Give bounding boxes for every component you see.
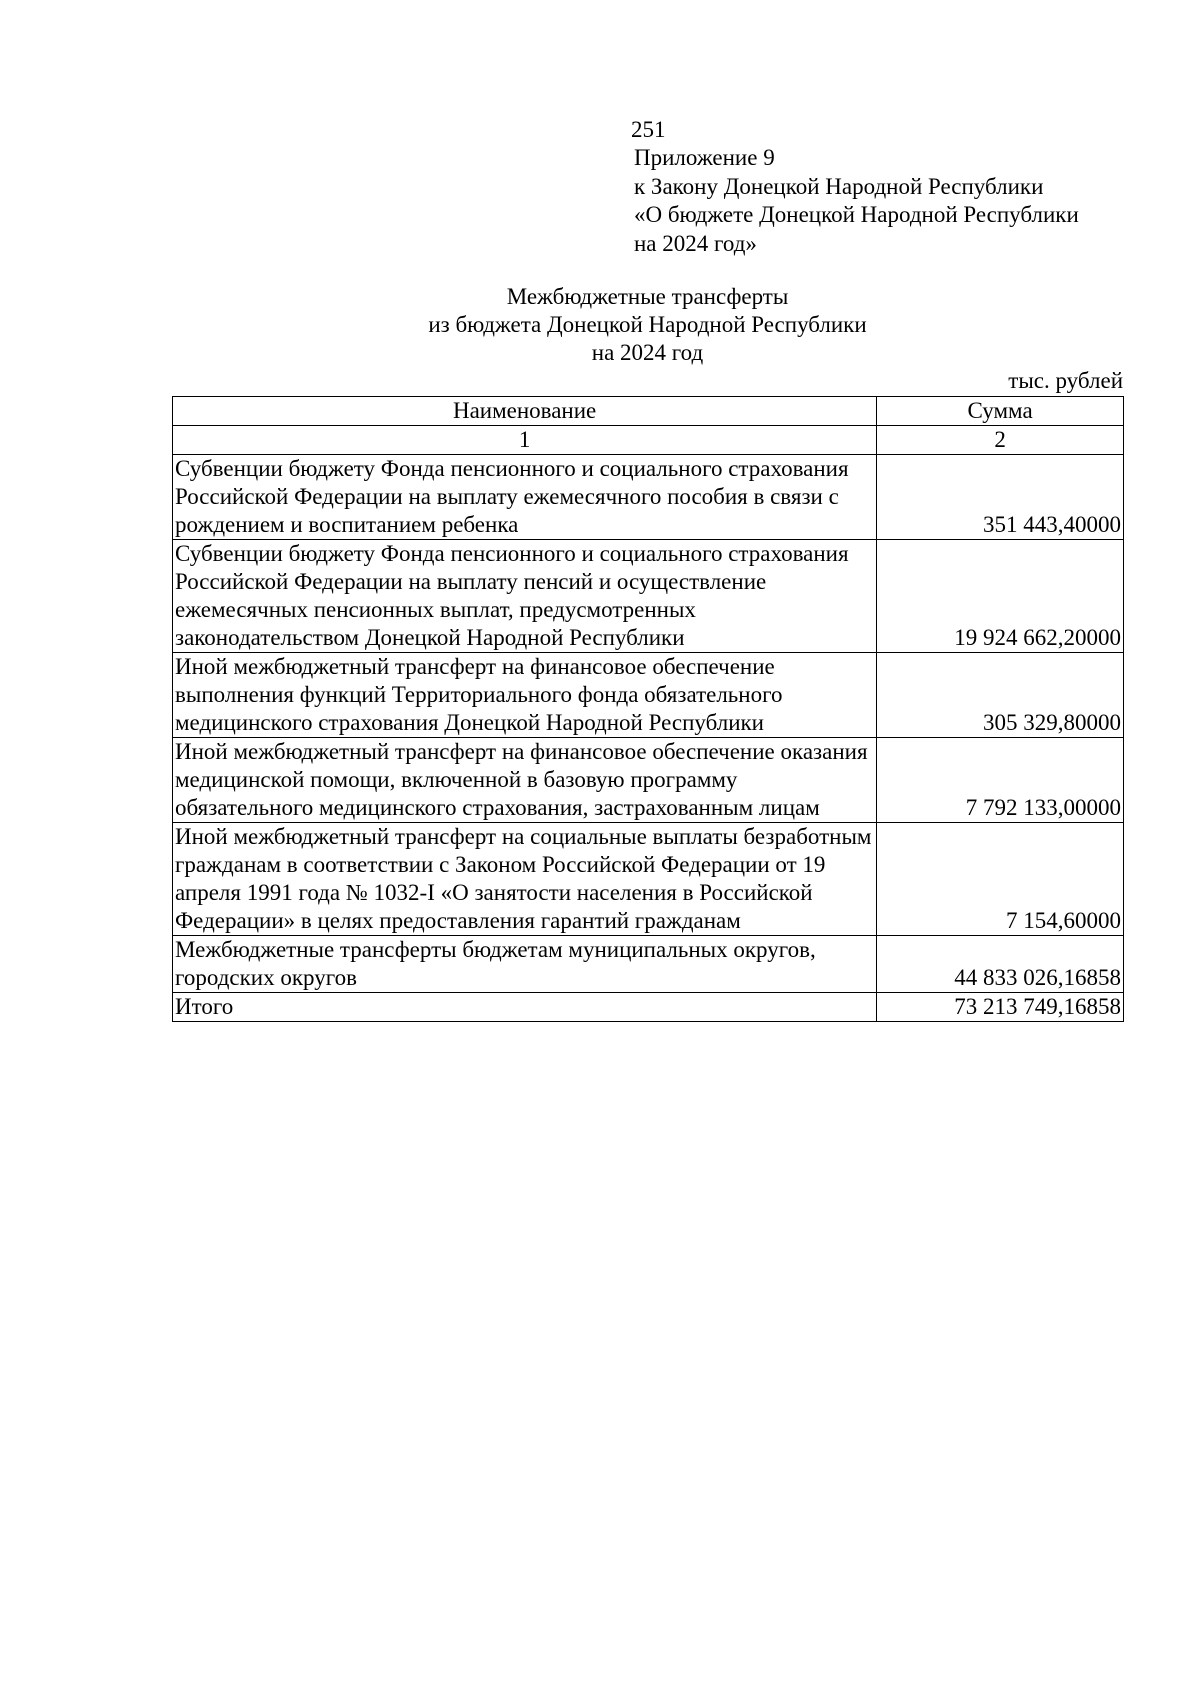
row-name: Субвенции бюджету Фонда пенсионного и социального страхования Российской Федерации на выплату ежемесячного пособия в связи с рождением и воспитанием ребенка bbox=[173, 455, 877, 540]
appendix-line: к Закону Донецкой Народной Республики bbox=[634, 173, 1044, 199]
row-amount: 7 792 133,00000 bbox=[877, 738, 1124, 823]
appendix-line: на 2024 год» bbox=[634, 230, 757, 256]
row-name: Межбюджетные трансферты бюджетам муниципальных округов, городских округов bbox=[173, 936, 877, 993]
table-header-row bbox=[173, 397, 1124, 426]
row-name: Иной межбюджетный трансферт на социальные выплаты безработным гражданам в соответствии с Законом Российской Федерации от 19 апреля 1991 года № 1032-I «О занятости населения в Российской Федерации» в целях предоставления гарантий гражданам bbox=[173, 823, 877, 936]
appendix-reference bbox=[634, 144, 1079, 258]
page-number: 251 bbox=[631, 117, 666, 142]
header-name: Наименование bbox=[173, 397, 877, 426]
units-label: тыс. рублей bbox=[1008, 368, 1123, 393]
title-line: на 2024 год bbox=[591, 340, 704, 365]
appendix-line: Приложение 9 bbox=[634, 145, 775, 170]
row-amount: 19 924 662,20000 bbox=[877, 540, 1124, 653]
row-amount: 44 833 026,16858 bbox=[877, 936, 1124, 993]
row-amount: 351 443,40000 bbox=[877, 455, 1124, 540]
total-label: Итого bbox=[173, 993, 877, 1022]
row-amount: 305 329,80000 bbox=[877, 653, 1124, 738]
row-name: Субвенции бюджету Фонда пенсионного и социального страхования Российской Федерации на выплату пенсий и осуществление ежемесячных пенсионных выплат, предусмотренных законодательством Донецкой Народной Республики bbox=[173, 540, 877, 653]
table-row bbox=[173, 653, 1124, 738]
document-title bbox=[0, 283, 1200, 367]
column-number: 2 bbox=[877, 426, 1124, 455]
row-amount: 7 154,60000 bbox=[877, 823, 1124, 936]
table-row bbox=[173, 823, 1124, 936]
table-row bbox=[173, 738, 1124, 823]
transfers-table bbox=[172, 396, 1124, 1022]
row-name: Иной межбюджетный трансферт на финансовое обеспечение выполнения функций Территориального фонда обязательного медицинского страхования Донецкой Народной Республики bbox=[173, 653, 877, 738]
table-row bbox=[173, 455, 1124, 540]
title-line: из бюджета Донецкой Народной Республики bbox=[428, 312, 867, 337]
table-row bbox=[173, 540, 1124, 653]
total-amount: 73 213 749,16858 bbox=[877, 993, 1124, 1022]
title-line: Межбюджетные трансферты bbox=[506, 284, 789, 309]
row-name: Иной межбюджетный трансферт на финансовое обеспечение оказания медицинской помощи, включенной в базовую программу обязательного медицинского страхования, застрахованным лицам bbox=[173, 738, 877, 823]
header-amount: Сумма bbox=[877, 397, 1124, 426]
appendix-line: «О бюджете Донецкой Народной Республики bbox=[634, 202, 1079, 227]
column-number-row bbox=[173, 426, 1124, 455]
total-row bbox=[173, 993, 1124, 1022]
table-row bbox=[173, 936, 1124, 993]
column-number: 1 bbox=[173, 426, 877, 455]
